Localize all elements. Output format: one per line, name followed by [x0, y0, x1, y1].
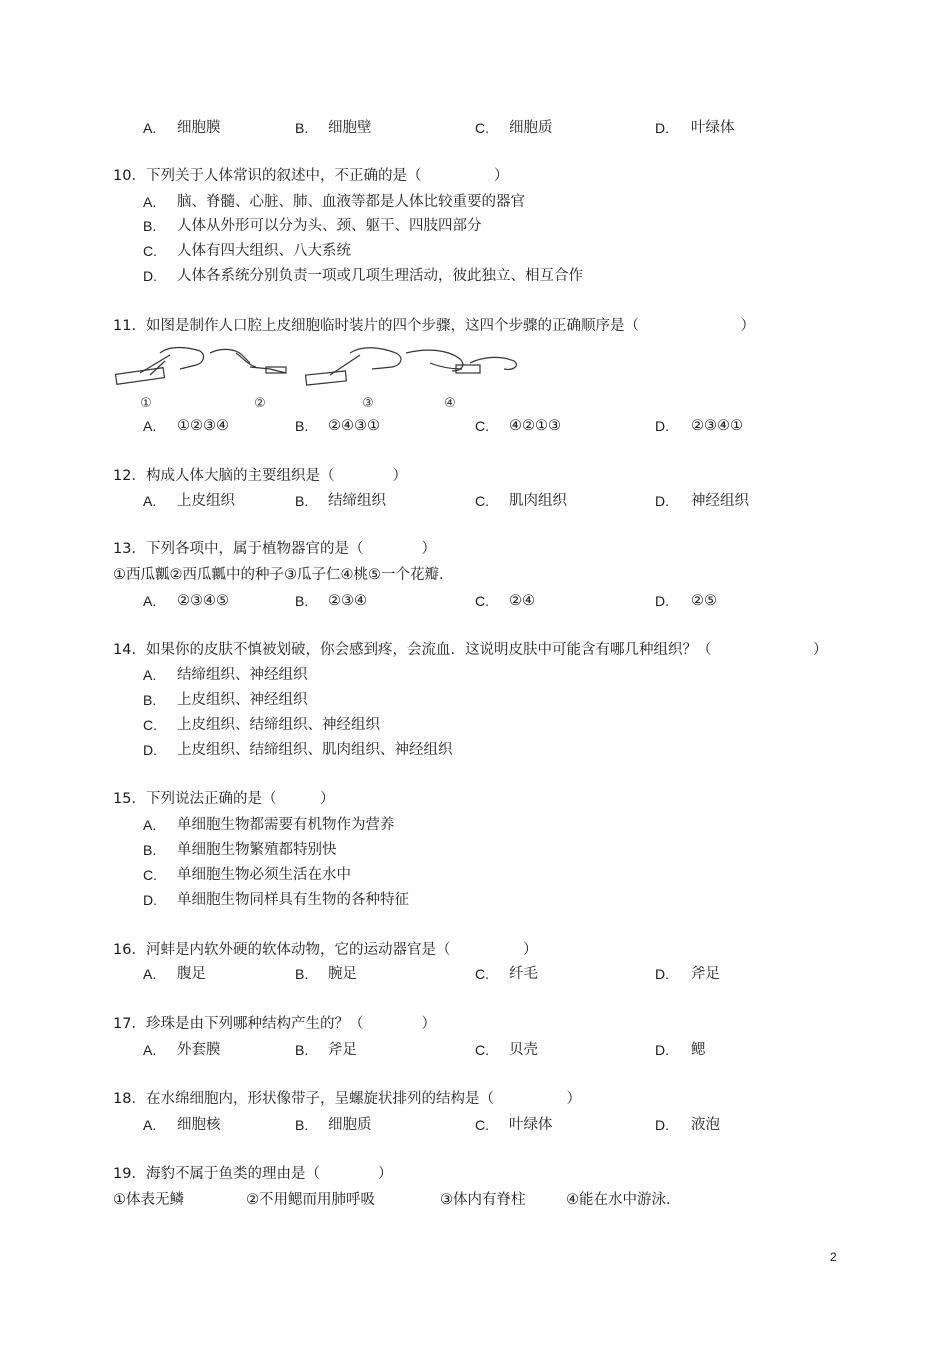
question-stem: 14．如果你的皮肤不慎被划破，你会感到疼，会流血．这说明皮肤中可能含有哪几种组织？（ ）: [113, 642, 828, 658]
question-stem: 16．河蚌是内软外硬的软体动物，它的运动器官是（ ）: [113, 942, 538, 958]
reason-item: ④能在水中游泳.: [566, 1192, 671, 1208]
question-stem: 17．珍珠是由下列哪种结构产生的？（ ）: [113, 1016, 436, 1032]
option-label: B.: [143, 218, 157, 234]
option-text: 单细胞生物同样具有生物的各种特征: [177, 892, 409, 908]
option-text: 外套膜: [177, 1042, 221, 1058]
q14-option-d: [0, 739, 950, 761]
option-text: 上皮组织、结缔组织、肌肉组织、神经组织: [177, 742, 453, 758]
reason-item: ①体表无鳞: [113, 1192, 184, 1208]
option-text: 结缔组织、神经组织: [177, 667, 308, 683]
q14-option-a: [0, 664, 950, 686]
q15-option-c: [0, 864, 950, 886]
q14-option-b: [0, 689, 950, 711]
q9-options: [0, 117, 950, 139]
option-text: 上皮组织、结缔组织、神经组织: [177, 717, 380, 733]
question-stem: 19．海豹不属于鱼类的理由是（ ）: [113, 1166, 393, 1182]
q18-options: [0, 1114, 950, 1136]
option-text: 液泡: [691, 1117, 720, 1133]
option-text: ②④: [509, 593, 535, 609]
option-text: 单细胞生物都需要有机物作为营养: [177, 817, 395, 833]
q10-option-c: [0, 240, 950, 262]
q13-options: [0, 590, 950, 612]
figure-label-1: ①: [140, 396, 152, 411]
option-label: D.: [655, 493, 669, 509]
option-text: 脑、脊髓、心脏、肺、血液等都是人体比较重要的器官: [177, 194, 525, 210]
step-4-illustration: [406, 350, 516, 373]
figure-label-2: ②: [254, 396, 266, 411]
option-label: A.: [143, 418, 157, 434]
option-text: 叶绿体: [691, 120, 735, 136]
option-label: D.: [143, 742, 157, 758]
option-text: 结缔组织: [328, 493, 386, 509]
option-label: A.: [143, 667, 157, 683]
slide-preparation-figure: [110, 345, 530, 413]
option-label: B.: [295, 966, 309, 982]
q11-options: [0, 415, 950, 437]
option-label: A.: [143, 1117, 157, 1133]
option-label: A.: [143, 966, 157, 982]
option-text: 细胞壁: [328, 120, 372, 136]
figure-label-4: ④: [444, 396, 456, 411]
question-stem: 11．如图是制作人口腔上皮细胞临时装片的四个步骤，这四个步骤的正确顺序是（ ）: [113, 318, 755, 334]
option-text: 贝壳: [509, 1042, 538, 1058]
option-label: B.: [295, 593, 309, 609]
question-stem: 10．下列关于人体常识的叙述中，不正确的是（ ）: [113, 168, 509, 184]
option-label: A.: [143, 1042, 157, 1058]
option-text: 斧足: [691, 966, 720, 982]
question-subtext: ①西瓜瓤②西瓜瓤中的种子③瓜子仁④桃⑤一个花瓣.: [113, 567, 444, 583]
q10-option-d: [0, 265, 950, 287]
option-text: 人体有四大组织、八大系统: [177, 243, 351, 259]
question-stem: 18．在水绵细胞内，形状像带子，呈螺旋状排列的结构是（ ）: [113, 1091, 581, 1107]
q15-option-d: [0, 889, 950, 911]
q10-option-b: [0, 215, 950, 237]
page-number: 2: [830, 1250, 837, 1264]
q16-options: [0, 963, 950, 985]
option-label: D.: [655, 1117, 669, 1133]
option-label: C.: [475, 493, 489, 509]
option-label: B.: [143, 692, 157, 708]
option-label: C.: [143, 867, 157, 883]
step-1-illustration: [116, 348, 204, 385]
option-text: 上皮组织: [177, 493, 235, 509]
option-text: 神经组织: [691, 493, 749, 509]
question-stem: 12．构成人体大脑的主要组织是（ ）: [113, 468, 407, 484]
option-label: C.: [475, 418, 489, 434]
option-text: 上皮组织、神经组织: [177, 692, 308, 708]
option-text: ②③④①: [691, 418, 743, 434]
q12-options: [0, 490, 950, 512]
option-text: ②④③①: [328, 418, 380, 434]
option-label: D.: [143, 268, 157, 284]
option-label: A.: [143, 817, 157, 833]
option-text: 斧足: [328, 1042, 357, 1058]
option-text: 人体从外形可以分为头、颈、躯干、四肢四部分: [177, 218, 482, 234]
option-label: A.: [143, 194, 157, 210]
option-text: 单细胞生物繁殖都特别快: [177, 842, 337, 858]
option-label: B.: [295, 1117, 309, 1133]
option-text: 细胞质: [328, 1117, 372, 1133]
option-label: B.: [295, 418, 309, 434]
step-3-illustration: [306, 348, 401, 385]
option-text: ①②③④: [177, 418, 229, 434]
option-label: C.: [475, 593, 489, 609]
reason-item: ③体内有脊柱: [440, 1192, 526, 1208]
option-label: C.: [143, 243, 157, 259]
option-label: A.: [143, 593, 157, 609]
option-label: A.: [143, 120, 157, 136]
option-label: B.: [143, 842, 157, 858]
option-label: D.: [655, 966, 669, 982]
option-label: D.: [143, 892, 157, 908]
option-text: ②③④: [328, 593, 367, 609]
step-2-illustration: [210, 349, 286, 373]
option-label: C.: [143, 717, 157, 733]
q10-option-a: [0, 191, 950, 213]
option-text: ④②①③: [509, 418, 561, 434]
option-label: C.: [475, 966, 489, 982]
option-label: C.: [475, 1042, 489, 1058]
reason-item: ②不用鳃而用肺呼吸: [246, 1192, 375, 1208]
option-text: 纤毛: [509, 966, 538, 982]
option-label: B.: [295, 120, 309, 136]
option-label: C.: [475, 1117, 489, 1133]
option-label: D.: [655, 418, 669, 434]
q17-options: [0, 1039, 950, 1061]
q15-option-b: [0, 839, 950, 861]
option-text: 细胞膜: [177, 120, 221, 136]
option-label: A.: [143, 493, 157, 509]
option-text: 肌肉组织: [509, 493, 567, 509]
option-label: B.: [295, 1042, 309, 1058]
option-text: 腹足: [177, 966, 206, 982]
option-text: 细胞核: [177, 1117, 221, 1133]
q14-option-c: [0, 714, 950, 736]
option-label: D.: [655, 120, 669, 136]
option-text: 细胞质: [509, 120, 553, 136]
option-text: 叶绿体: [509, 1117, 553, 1133]
question-stem: 15．下列说法正确的是（ ）: [113, 791, 335, 807]
option-text: ②⑤: [691, 593, 717, 609]
option-text: 鳃: [691, 1042, 706, 1058]
q19-reasons: [0, 1189, 950, 1211]
figure-label-3: ③: [362, 396, 374, 411]
option-text: 腕足: [328, 966, 357, 982]
option-text: ②③④⑤: [177, 593, 229, 609]
option-text: 人体各系统分别负责一项或几项生理活动，彼此独立、相互合作: [177, 268, 583, 284]
option-label: C.: [475, 120, 489, 136]
option-label: D.: [655, 593, 669, 609]
option-text: 单细胞生物必须生活在水中: [177, 867, 351, 883]
option-label: B.: [295, 493, 309, 509]
option-label: D.: [655, 1042, 669, 1058]
question-stem: 13．下列各项中，属于植物器官的是（ ）: [113, 541, 436, 557]
q15-option-a: [0, 814, 950, 836]
